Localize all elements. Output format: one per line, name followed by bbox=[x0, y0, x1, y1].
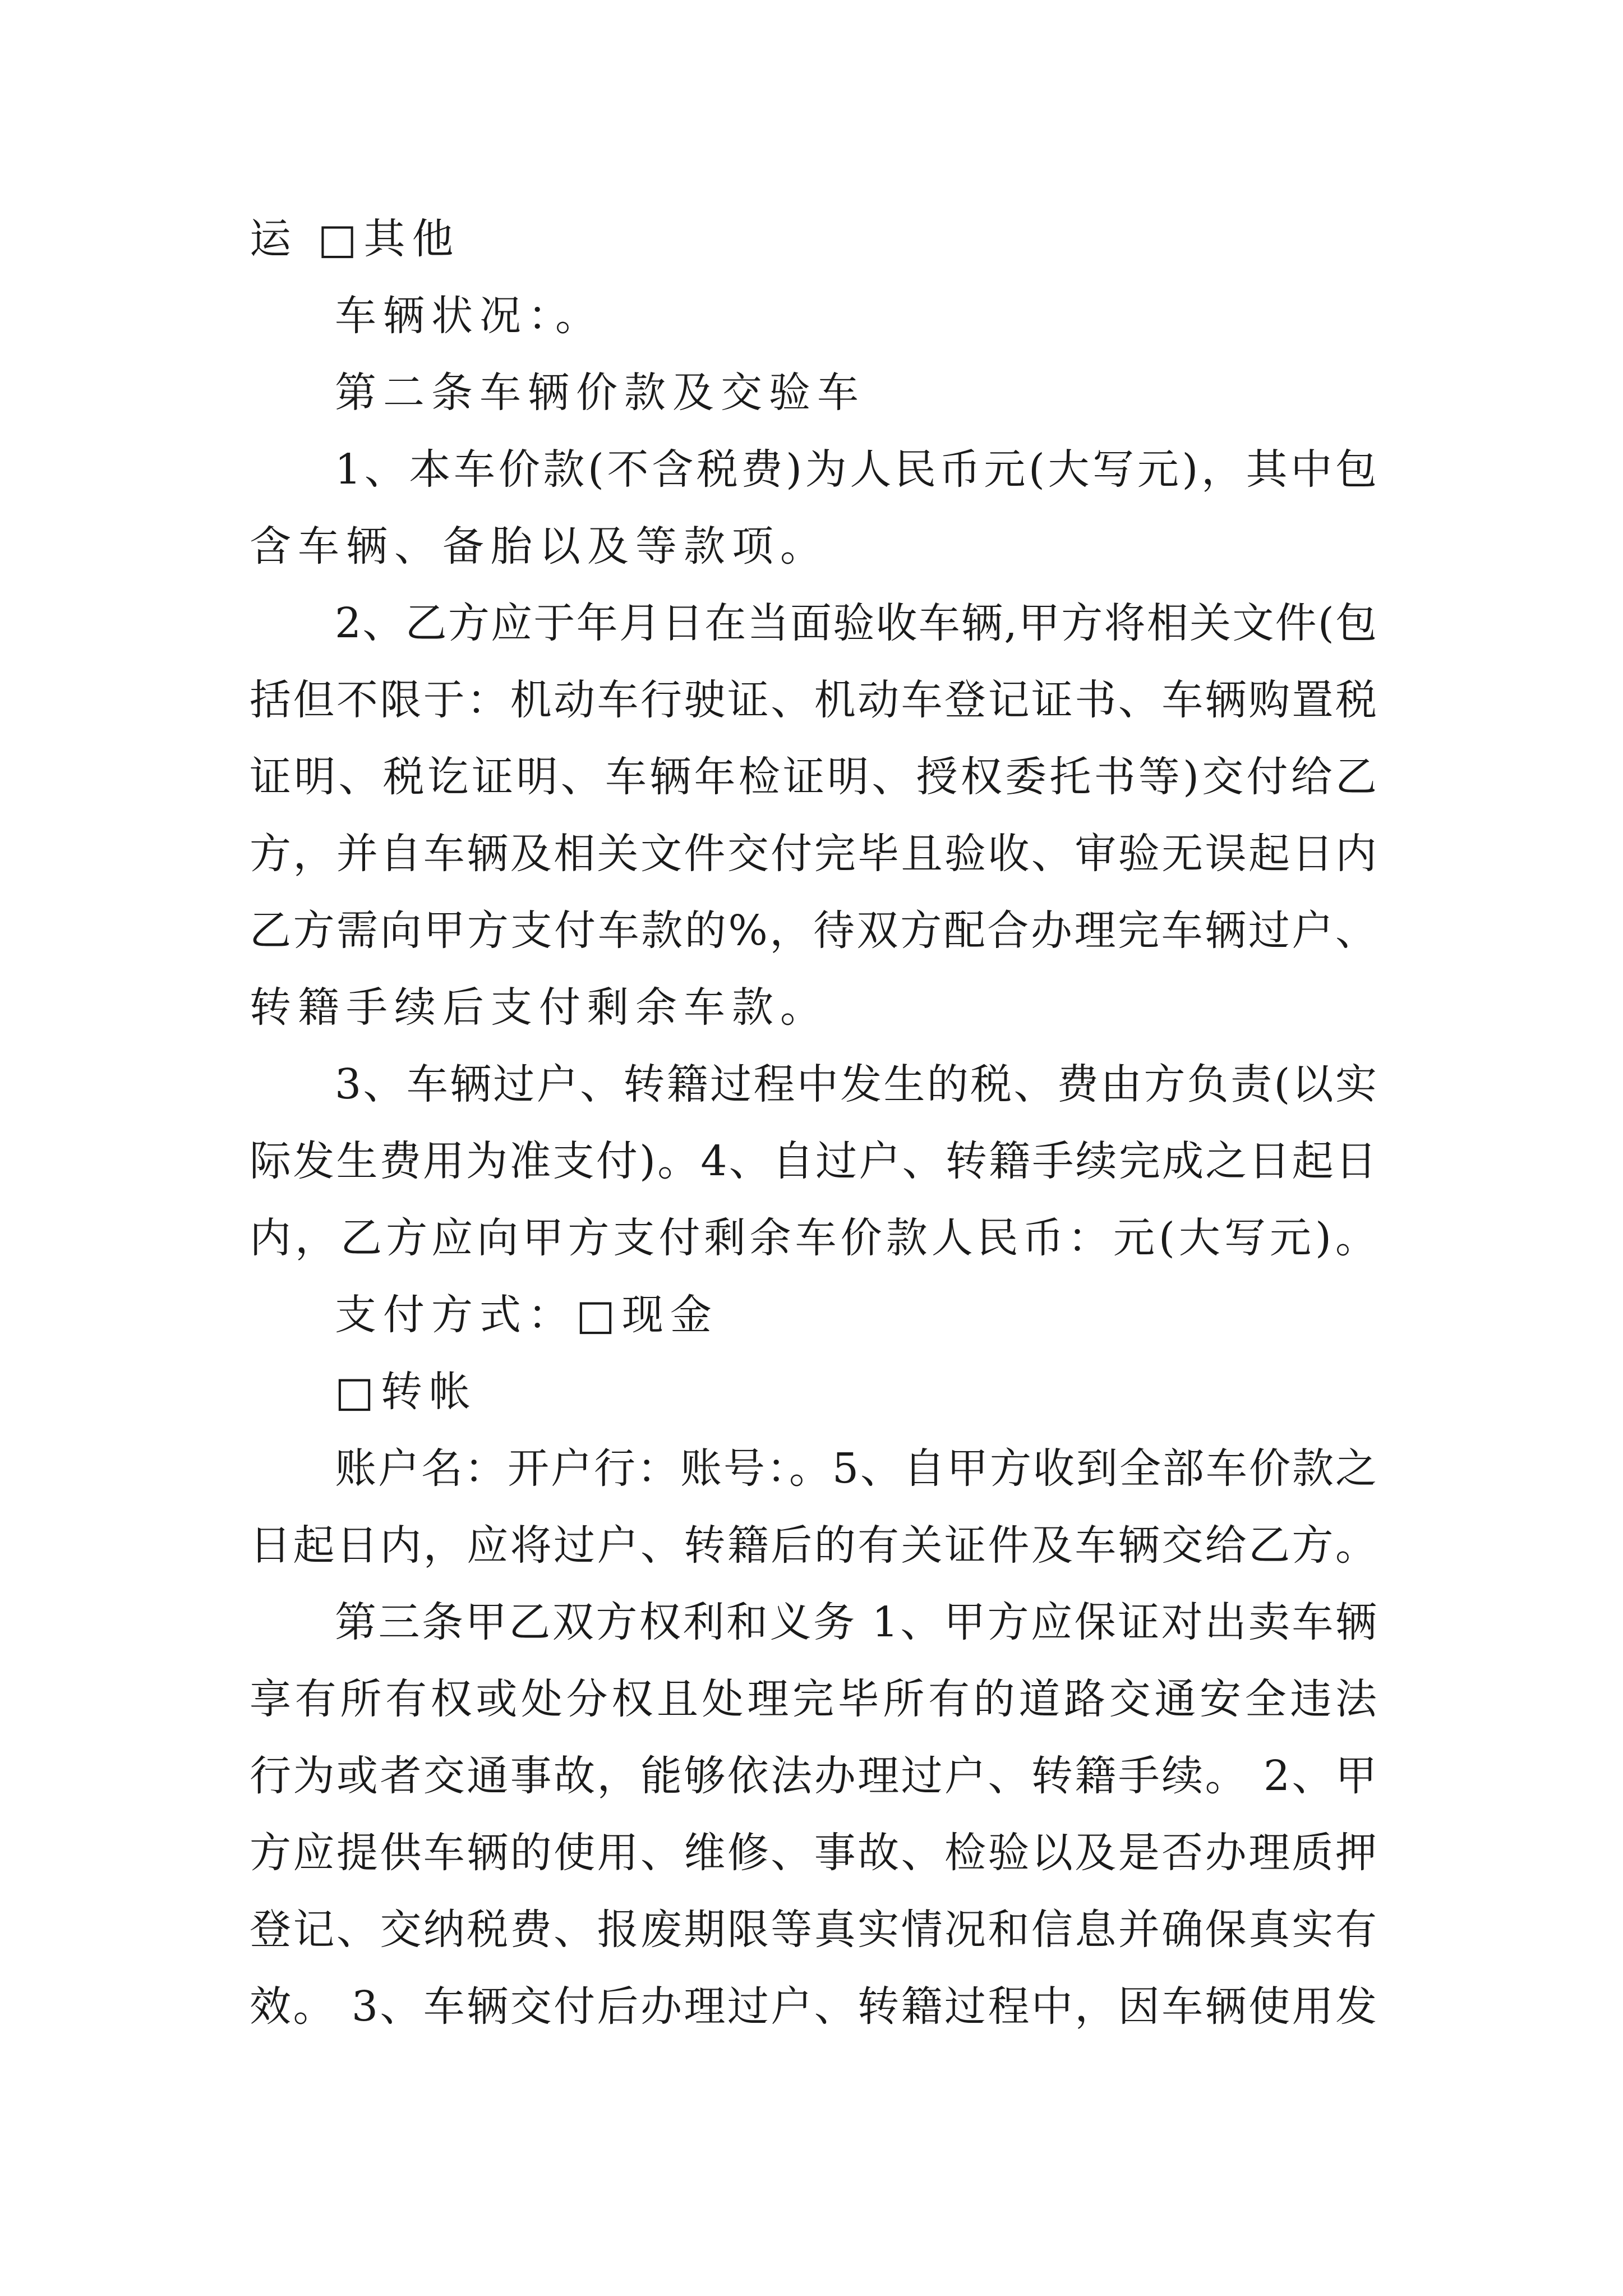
text-line-11: 转籍手续后支付剩余车款。 bbox=[250, 983, 828, 1032]
text-line-23: 登记、交纳税费、报废期限等真实情况和信息并确保真实有 bbox=[250, 1906, 1379, 1954]
section-heading-article-2: 第二条车辆价款及交验车 bbox=[335, 369, 865, 417]
text-line-1: 运 □其他 bbox=[250, 215, 460, 263]
section-heading-article-3: 第三条甲乙双方权利和义务 1、甲方应保证对出卖车辆 bbox=[335, 1598, 1379, 1646]
text-line-4: 1、本车价款(不含税费)为人民币元(大写元)，其中包 bbox=[335, 445, 1380, 494]
text-line-13: 际发生费用为准支付)。4、自过户、转籍手续完成之日起日 bbox=[250, 1137, 1379, 1185]
text-line-17: 账户名：开户行：账号：。5、自甲方收到全部车价款之 bbox=[335, 1444, 1378, 1493]
text-line-2: 车辆状况：。 bbox=[335, 292, 603, 340]
text-line-12: 3、车辆过户、转籍过程中发生的税、费由方负责(以实 bbox=[335, 1060, 1379, 1108]
text-line-18: 日起日内，应将过户、转籍后的有关证件及车辆交给乙方。 bbox=[250, 1521, 1379, 1570]
text-line-6: 2、乙方应于年月日在当面验收车辆,甲方将相关文件(包 bbox=[335, 599, 1378, 647]
text-line-24: 效。 3、车辆交付后办理过户、转籍过程中，因车辆使用发 bbox=[250, 1982, 1379, 2031]
text-line-9: 方，并自车辆及相关文件交付完毕且验收、审验无误起日内 bbox=[250, 830, 1379, 878]
text-line-21: 行为或者交通事故，能够依法办理过户、转籍手续。 2、甲 bbox=[250, 1752, 1379, 1800]
text-line-14: 内，乙方应向甲方支付剩余车价款人民币：元(大写元)。 bbox=[250, 1214, 1381, 1262]
text-line-transfer-option: □转帐 bbox=[335, 1368, 477, 1416]
text-line-22: 方应提供车辆的使用、维修、事故、检验以及是否办理质押 bbox=[250, 1829, 1379, 1877]
text-line-payment-method: 支付方式：□现金 bbox=[335, 1291, 718, 1339]
text-line-8: 证明、税讫证明、车辆年检证明、授权委托书等)交付给乙 bbox=[250, 753, 1380, 801]
text-line-10: 乙方需向甲方支付车款的%，待双方配合办理完车辆过户、 bbox=[250, 907, 1379, 955]
text-line-20: 享有所有权或处分权且处理完毕所有的道路交通安全违法 bbox=[250, 1675, 1381, 1723]
text-line-5: 含车辆、备胎以及等款项。 bbox=[250, 522, 828, 570]
text-line-7: 括但不限于：机动车行驶证、机动车登记证书、车辆购置税 bbox=[250, 676, 1379, 724]
